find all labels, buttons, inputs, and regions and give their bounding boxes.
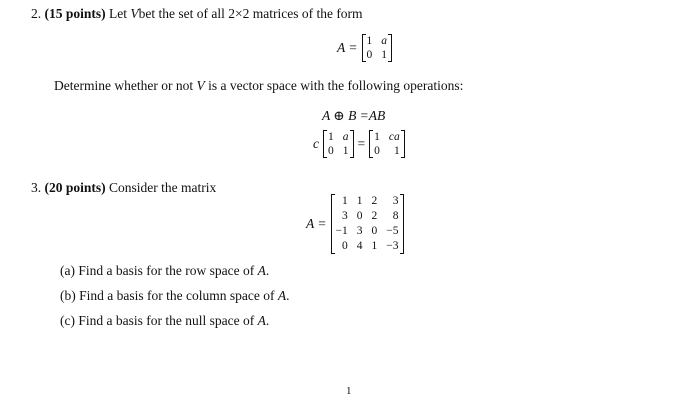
q3-matrix (306, 194, 404, 254)
matrix-entry: a (381, 35, 387, 47)
q3-points: (20 points) (44, 180, 106, 195)
op-add: A ⊕ B =AB (322, 108, 386, 123)
scalar: c (313, 136, 319, 151)
q2-determine (54, 78, 463, 94)
matrix-entry: 2 (371, 195, 378, 207)
determine-text: Determine whether or not (54, 78, 194, 93)
q3-lhs: A = (306, 216, 327, 231)
matrix-entry: 0 (366, 49, 373, 61)
matrix-entry: 3 (342, 210, 348, 222)
matrix-entry: −3 (386, 240, 399, 252)
matrix-entry: 1 (374, 131, 380, 143)
page-number: 1 (346, 385, 352, 397)
determine-var: V (196, 78, 205, 93)
matrix-entry: a (342, 131, 349, 143)
matrix-entry: 1 (366, 35, 373, 47)
q2-var: V (130, 6, 139, 21)
matrix-entry: 1 (393, 145, 400, 157)
equals: = (357, 136, 366, 151)
q2-text-b: bet the set of all 2×2 matrices of the form (138, 6, 363, 21)
q2-number: 2. (31, 6, 42, 21)
matrix-entry: 1 (328, 131, 334, 143)
q2-lhs: A = (337, 40, 358, 55)
q2-matrix-form (337, 34, 392, 62)
matrix-entry: 0 (328, 145, 334, 157)
matrix-entry: 1 (356, 195, 363, 207)
matrix-entry: 1 (381, 49, 387, 61)
determine-text-b: is a vector space with the following operations: (208, 78, 464, 93)
q3-number: 3. (31, 180, 42, 195)
matrix-entry: ca (388, 131, 400, 143)
part-b: (b) Find a basis for the column space of A. (60, 288, 290, 303)
matrix-entry: 2 (371, 210, 378, 222)
matrix-entry: 0 (374, 145, 380, 157)
scalar-lhs-matrix (323, 130, 354, 158)
matrix-entry: −5 (386, 225, 399, 237)
matrix-entry: 3 (392, 195, 399, 207)
matrix-a (331, 194, 404, 254)
matrix-entry: 0 (342, 240, 348, 252)
matrix-entry: 1 (371, 240, 378, 252)
part-c: (c) Find a basis for the null space of A. (60, 313, 270, 328)
part-a: (a) Find a basis for the row space of A. (60, 263, 270, 278)
q2-heading (31, 6, 363, 22)
matrix-entry: 0 (356, 210, 363, 222)
matrix-entry: 3 (356, 225, 363, 237)
matrix-form (362, 34, 393, 62)
q2-text: Let (109, 6, 128, 21)
op-scalar (313, 130, 405, 158)
matrix-entry: 8 (392, 210, 399, 222)
scalar-rhs-matrix (369, 130, 405, 158)
matrix-entry: 1 (342, 195, 348, 207)
q3-heading (31, 180, 216, 196)
matrix-entry: −1 (335, 225, 348, 237)
matrix-entry: 0 (371, 225, 378, 237)
matrix-entry: 4 (356, 240, 363, 252)
matrix-entry: 1 (342, 145, 349, 157)
q2-points: (15 points) (44, 6, 106, 21)
q3-text: Consider the matrix (109, 180, 217, 195)
